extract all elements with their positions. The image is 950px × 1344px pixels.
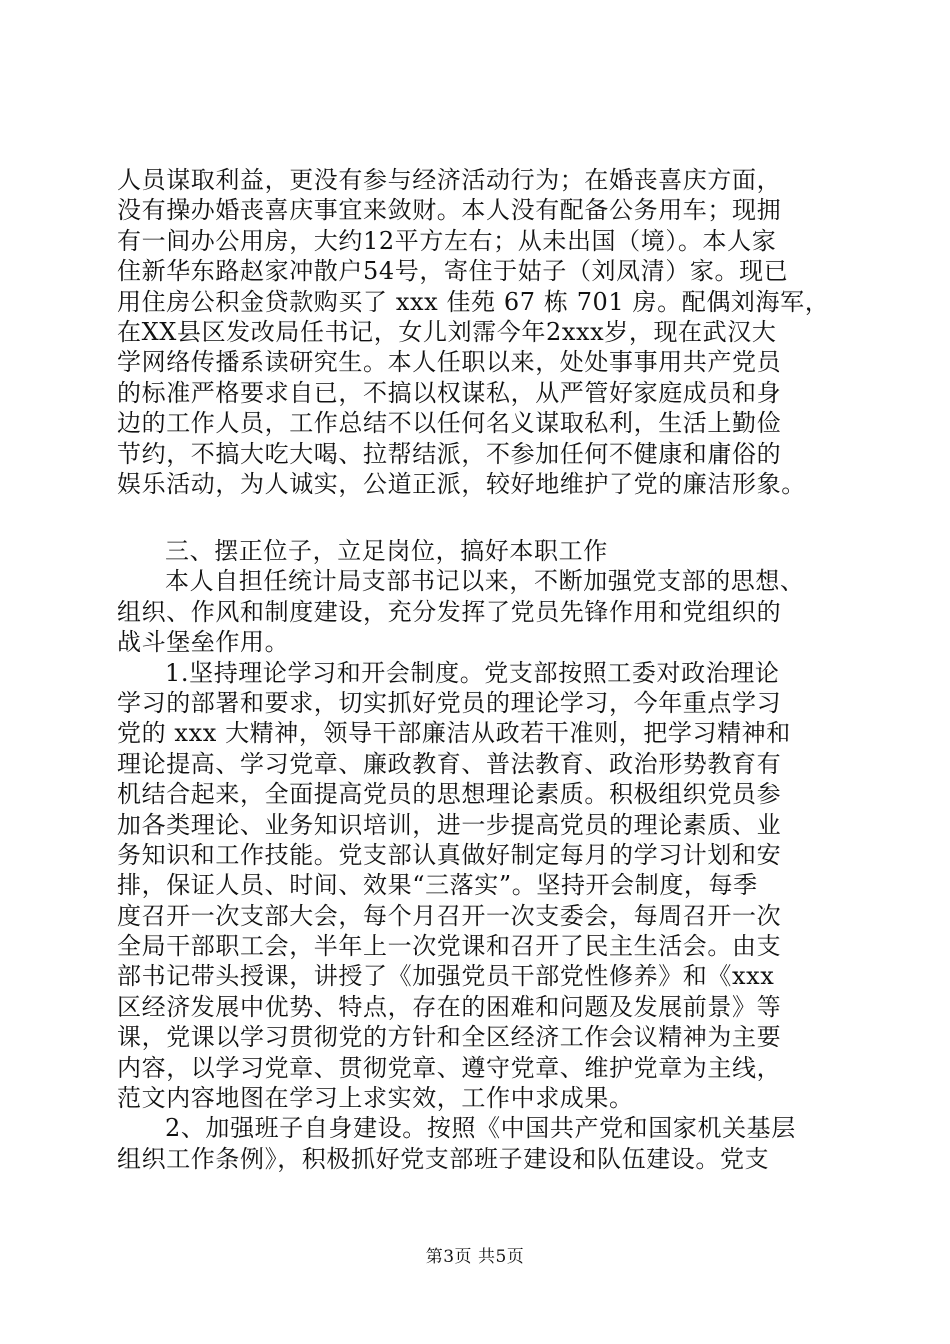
page-number-footer: 第3页 共5页 (425, 1247, 525, 1267)
text-line: 全局干部职工会，半年上一次党课和召开了民主生活会。由支 (117, 932, 782, 961)
text-line: 没有操办婚丧喜庆事宜来敛财。本人没有配备公务用车；现拥 (117, 196, 782, 225)
text-line: 内容，以学习党章、贯彻党章、遵守党章、维护党章为主线， (117, 1053, 782, 1082)
text-line: 有一间办公用房，大约12平方左右；从未出国（境）。本人家 (117, 226, 777, 255)
text-line: 节约，不搞大吃大喝、拉帮结派，不参加任何不健康和庸俗的 (117, 439, 782, 468)
text-line: 部书记带头授课，讲授了《加强党员干部党性修养》和《xxx (117, 962, 775, 991)
text-line: 边的工作人员，工作总结不以任何名义谋取私利，生活上勤俭 (117, 409, 782, 438)
text-line: 度召开一次支部大会，每个月召开一次支委会，每周召开一次 (117, 901, 782, 930)
text-line: 组织工作条例》，积极抓好党支部班子建设和队伍建设。党支 (117, 1144, 770, 1173)
text-line: 战斗堡垒作用。 (117, 628, 290, 657)
text-line: 加各类理论、业务知识培训，进一步提高党员的理论素质、业 (117, 810, 782, 839)
text-line: 1.坚持理论学习和开会制度。党支部按照工委对政治理论 (165, 658, 780, 687)
text-line: 机结合起来，全面提高党员的思想理论素质。积极组织党员参 (117, 780, 782, 809)
text-line: 用住房公积金贷款购买了 xxx 佳苑 67 栋 701 房。配偶刘海军， (117, 287, 830, 316)
text-line: 党的 xxx 大精神，领导干部廉洁从政若干准则，把学习精神和 (117, 719, 791, 748)
text-line: 理论提高、学习党章、廉政教育、普法教育、政治形势教育有 (117, 749, 782, 778)
text-line: 本人自担任统计局支部书记以来，不断加强党支部的思想、 (165, 567, 805, 596)
text-line: 务知识和工作技能。党支部认真做好制定每月的学习计划和安 (117, 840, 782, 869)
text-line: 学网络传播系读研究生。本人任职以来，处处事事用共产党员 (117, 348, 782, 377)
paragraph-integrity (117, 165, 837, 499)
text-line: 娱乐活动，为人诚实，公道正派，较好地维护了党的廉洁形象。 (117, 469, 806, 498)
text-line: 人员谋取利益，更没有参与经济活动行为；在婚丧喜庆方面， (117, 166, 782, 194)
text-line: 2、加强班子自身建设。按照《中国共产党和国家机关基层 (165, 1114, 796, 1143)
text-line: 范文内容地图在学习上求实效，工作中求成果。 (117, 1084, 634, 1113)
section-heading: 三、摆正位子，立足岗位，搞好本职工作 (165, 537, 608, 565)
text-line: 在XX县区发改局任书记，女儿刘霈今年2xxx岁，现在武汉大 (117, 317, 777, 346)
text-line: 排，保证人员、时间、效果“三落实”。坚持开会制度，每季 (117, 871, 758, 900)
section-three (117, 536, 837, 1174)
text-line: 的标准严格要求自已，不搞以权谋私，从严管好家庭成员和身 (117, 378, 782, 407)
text-line: 区经济发展中优势、特点，存在的困难和问题及发展前景》等 (117, 992, 782, 1021)
text-line: 住新华东路赵家冲散户54号，寄住于姑子（刘凤清）家。现已 (117, 257, 789, 286)
text-line: 学习的部署和要求，切实抓好党员的理论学习，今年重点学习 (117, 688, 782, 717)
text-line: 组织、作风和制度建设，充分发挥了党员先锋作用和党组织的 (117, 597, 782, 626)
text-line: 课，党课以学习贯彻党的方针和全区经济工作会议精神为主要 (117, 1023, 782, 1052)
